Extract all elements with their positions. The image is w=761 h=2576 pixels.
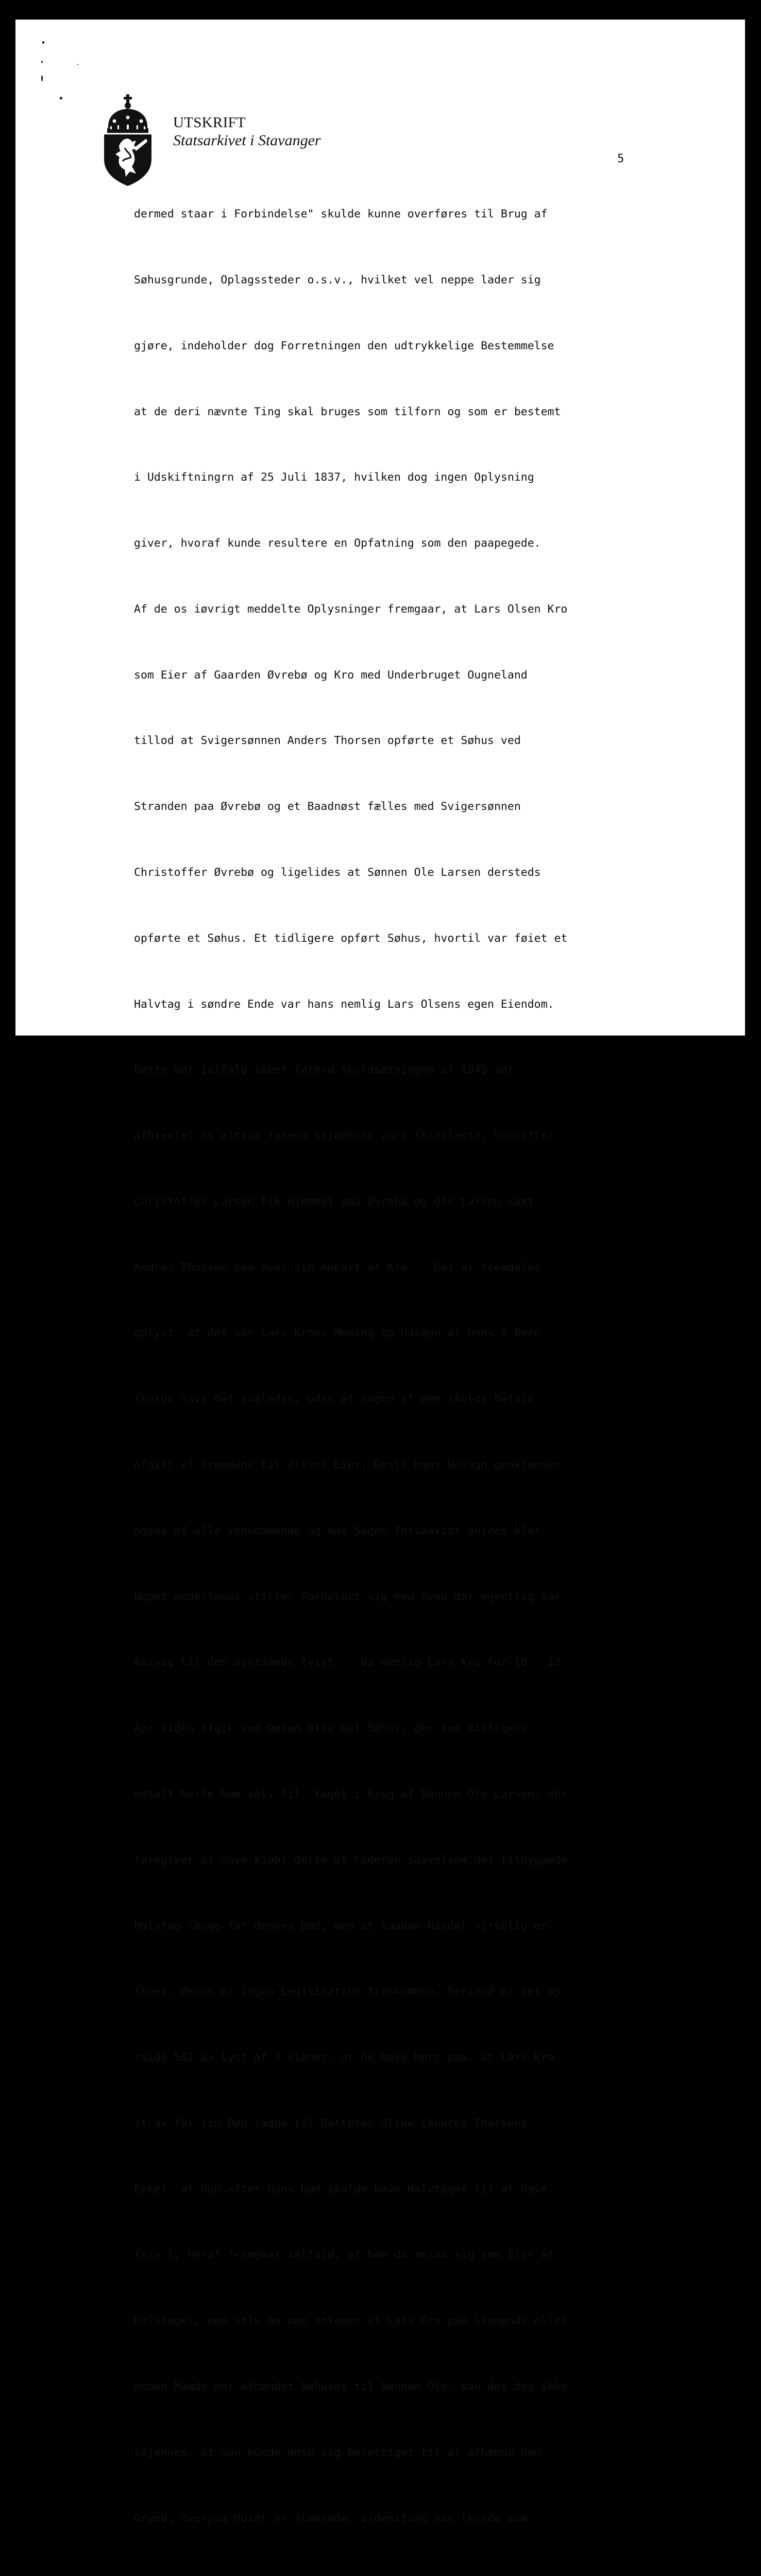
text-line: Grund, hvorpaa Huset er staaende, aldenstund han levede som	[134, 2512, 528, 2525]
transcript-body	[134, 160, 665, 2576]
text-line: Af de os iøvrigt meddelte Oplysninger fremgaar, at Lars Olsen Kro	[134, 602, 568, 616]
scan-speck	[41, 61, 43, 63]
text-line: omtalt hørte ham selv til, taget i Brug af Sønnen Ole Larsen, der	[134, 1787, 568, 1801]
text-line	[134, 2573, 665, 2576]
text-line: dermed staar i Forbindelse" skulde kunne overføres til Brug af	[134, 208, 548, 221]
text-line: skeet, derom er ingen Legitimation fremkommen. Derimod er det op-	[134, 1985, 568, 1998]
text-line: Christoffer Øvrebø og ligelides at Sønnen Ole Larsen dersteds	[134, 866, 541, 879]
text-line: Tare i, heraf fremgaar ialfald, at han da ansaa sig som Eier af	[134, 2248, 554, 2262]
text-line: strax før sin Død sagde til Datteren Oline (Andres Thorsens	[134, 2116, 528, 2130]
text-line: ogsaa af alle Vedkommende og maa Sagen forsaavidt ansees klar.	[134, 1524, 548, 1537]
scan-speck	[42, 41, 44, 44]
text-line: Dette var ialfald skeet førend Skyldsætningen af 1845 var	[134, 1063, 514, 1077]
text-line: skulde have det saaledes, uden at nogen af dem skulde betale	[134, 1393, 534, 1406]
text-line: i Udskiftningrn af 25 Juli 1837, hvilken dog ingen Oplysning	[134, 471, 534, 484]
text-line: gjøre, indeholder dog Forretningen den udtrykkelige Bestemmelse	[134, 339, 554, 352]
text-line: som Eier af Gaarden Øvrebø og Kro med Underbruget Ougneland	[134, 668, 528, 682]
scan-speck	[41, 75, 43, 81]
scan-speck	[60, 97, 62, 99]
text-line: opførte et Søhus. Et tidligere opført Søhus, hvortil var føiet et	[134, 931, 568, 945]
text-line: Aarsag til den opstaaede Tvist. - Da nemlig Lars Kro for 10 - 12	[134, 1656, 561, 1669]
text-line: Søhusgrunde, Oplagssteder o.s.v., hvilket vel neppe lader sig	[134, 273, 541, 286]
text-line: <side 552 a> lyst af 3 Vidner, at de have hørt paa, at Lars Kro	[134, 2051, 554, 2064]
text-line: tillod at Svigersønnen Anders Thorsen opførte et Søhus ved	[134, 734, 521, 748]
text-line: giver, hvoraf kunde resultere en Opfatning som den paapegede.	[134, 537, 541, 550]
text-line: Enke), at hun efter hans Død skulde have Halvtaget til at have	[134, 2182, 548, 2196]
text-line: skjønnes, at han kunde anse sig berettiget til at afhænde den	[134, 2446, 541, 2459]
text-line: Halvtag længe før dennes Død, men at saadan Handel virkelig er	[134, 1919, 548, 1933]
text-line: at de deri nævnte Ting skal bruges som tilforn og som er bestemt	[134, 405, 561, 418]
header-title: UTSKRIFT	[173, 114, 246, 131]
text-line: Afgift af Grundene til disses Eier. Dette hans Udsagn godkjendes	[134, 1459, 561, 1472]
text-line: anden Maade har afhændet Søhuset til Sønnen Ole, kan det dog ikke	[134, 2380, 568, 2393]
text-line: Aar siden afgik ved Døden blev det Søhus, der som tidligere	[134, 1722, 528, 1735]
text-line: afhjemlet og altsaa førend Skjøderne vare thinglæste, hvorefter	[134, 1129, 554, 1143]
text-line: Halvtaget, men selv om man antager at Lars Kro paa lignende eller	[134, 2314, 568, 2328]
text-line: oplyst, at det var Lars Kroes Mening og Udsagn at hans 3 Børn	[134, 1327, 541, 1340]
archive-header	[173, 114, 321, 150]
text-line: Stranden paa Øvrebø og et Baadnøst fælles med Svigersønnen	[134, 800, 521, 814]
text-line: foregiver at have kjøbt dette af Faderen saavelsom det tilbyggede	[134, 1853, 568, 1867]
scan-speck	[77, 64, 78, 65]
text-line: Andres Thorsen paa hver sin Anpart af Kro. - Det er fremdeles	[134, 1261, 541, 1274]
text-line: Halvtag i søndre Ende var hans nemlig Lars Olsens egen Eiendom.	[134, 997, 554, 1011]
header-subtitle: Statsarkivet i Stavanger	[173, 132, 321, 149]
text-line: Christoffer Larsen fik Hjemmel paa Øvrebø og Ole Larsen samt	[134, 1195, 534, 1208]
text-line: Noget anderledes stiller Forholdet sig med hvad der egentlig var	[134, 1590, 561, 1603]
page-number: 5	[617, 152, 624, 165]
